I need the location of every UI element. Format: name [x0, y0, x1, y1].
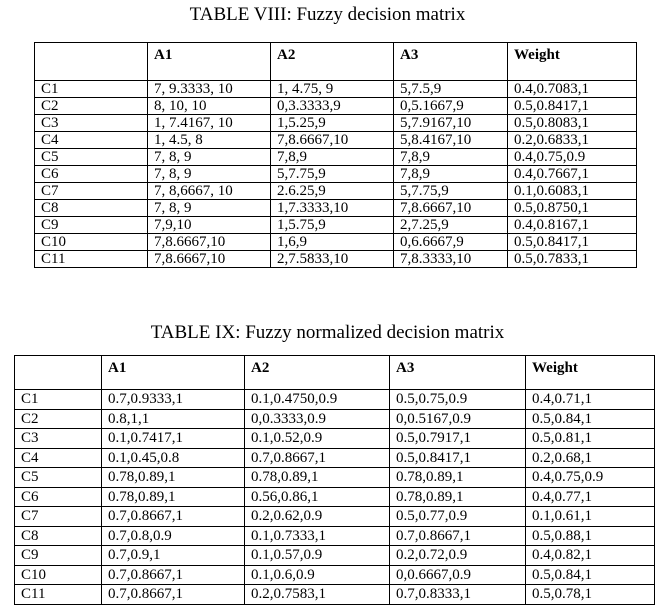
value-cell: 0.2,0.62,0.9: [245, 507, 390, 527]
criterion-label-cell: C8: [15, 526, 102, 546]
value-cell: 7, 8,6667, 10: [148, 183, 271, 200]
criterion-label-cell: C5: [15, 468, 102, 488]
value-cell: 2,7.25,9: [394, 217, 508, 234]
table-row: [35, 98, 637, 115]
value-cell: 0.1,0.61,1: [526, 507, 655, 527]
criterion-label-cell: C7: [15, 507, 102, 527]
value-cell: 0.5,0.8417,1: [508, 234, 637, 251]
value-cell: 0.5,0.7833,1: [508, 251, 637, 268]
criterion-label-cell: C2: [15, 409, 102, 429]
value-cell: 0.1,0.4750,0.9: [245, 390, 390, 410]
value-cell: 0.78,0.89,1: [102, 487, 245, 507]
value-cell: 0.5,0.8750,1: [508, 200, 637, 217]
value-cell: 0.5,0.84,1: [526, 409, 655, 429]
header-cell: Weight: [508, 43, 637, 81]
value-cell: 0.8,1,1: [102, 409, 245, 429]
table-row: [15, 507, 655, 527]
value-cell: 0.4,0.7667,1: [508, 166, 637, 183]
value-cell: 0.7,0.9,1: [102, 546, 245, 566]
header-cell: A2: [271, 43, 394, 81]
table-row: [35, 132, 637, 149]
value-cell: 0.4,0.71,1: [526, 390, 655, 410]
value-cell: 7,8,9: [394, 149, 508, 166]
criterion-label-cell: C11: [15, 585, 102, 605]
value-cell: 0.1,0.52,0.9: [245, 429, 390, 449]
value-cell: 0.7,0.8,0.9: [102, 526, 245, 546]
value-cell: 0.5,0.88,1: [526, 526, 655, 546]
value-cell: 0.5,0.8083,1: [508, 115, 637, 132]
table-row: [35, 81, 637, 98]
value-cell: 0.78,0.89,1: [390, 468, 526, 488]
value-cell: 0,5.1667,9: [394, 98, 508, 115]
header-cell: A3: [394, 43, 508, 81]
value-cell: 0.5,0.77,0.9: [390, 507, 526, 527]
value-cell: 0,6.6667,9: [394, 234, 508, 251]
value-cell: 7,8.6667,10: [271, 132, 394, 149]
value-cell: 0.1,0.6,0.9: [245, 565, 390, 585]
value-cell: 7,8.6667,10: [394, 200, 508, 217]
value-cell: 0.5,0.81,1: [526, 429, 655, 449]
table-row: [35, 166, 637, 183]
value-cell: 7,9,10: [148, 217, 271, 234]
value-cell: 7, 8, 9: [148, 200, 271, 217]
value-cell: 7, 8, 9: [148, 149, 271, 166]
criterion-label-cell: C7: [35, 183, 148, 200]
table-row: [15, 565, 655, 585]
header-cell: A3: [390, 356, 526, 390]
table-row: [35, 115, 637, 132]
value-cell: 0.78,0.89,1: [390, 487, 526, 507]
value-cell: 0.5,0.8417,1: [390, 448, 526, 468]
value-cell: 0.7,0.8667,1: [102, 565, 245, 585]
criterion-label-cell: C4: [15, 448, 102, 468]
value-cell: 0,0.5167,0.9: [390, 409, 526, 429]
table-row: [35, 251, 637, 268]
value-cell: 0.1,0.6083,1: [508, 183, 637, 200]
table-row: [15, 585, 655, 605]
value-cell: 1,5.75,9: [271, 217, 394, 234]
value-cell: 7,8.3333,10: [394, 251, 508, 268]
value-cell: 0.78,0.89,1: [245, 468, 390, 488]
value-cell: 0.1,0.7333,1: [245, 526, 390, 546]
value-cell: 0.78,0.89,1: [102, 468, 245, 488]
value-cell: 5,7.75,9: [394, 183, 508, 200]
table-row: [35, 234, 637, 251]
criterion-label-cell: C8: [35, 200, 148, 217]
criterion-label-cell: C4: [35, 132, 148, 149]
value-cell: 7,8,9: [394, 166, 508, 183]
value-cell: 0.5,0.78,1: [526, 585, 655, 605]
value-cell: 2.6.25,9: [271, 183, 394, 200]
value-cell: 7,8.6667,10: [148, 234, 271, 251]
header-cell: Weight: [526, 356, 655, 390]
value-cell: 0.5,0.75,0.9: [390, 390, 526, 410]
header-cell-empty: [35, 43, 148, 81]
value-cell: 0.7,0.8333,1: [390, 585, 526, 605]
value-cell: 0.2,0.6833,1: [508, 132, 637, 149]
table-row: [35, 183, 637, 200]
table-row: [15, 429, 655, 449]
value-cell: 1, 4.5, 8: [148, 132, 271, 149]
criterion-label-cell: C6: [35, 166, 148, 183]
table-row: [15, 487, 655, 507]
value-cell: 0.4,0.75,0.9: [508, 149, 637, 166]
value-cell: 0,3.3333,9: [271, 98, 394, 115]
table-row: [15, 468, 655, 488]
criterion-label-cell: C3: [15, 429, 102, 449]
table8-caption: TABLE VIII: Fuzzy decision matrix: [189, 4, 466, 25]
table-row: [15, 390, 655, 410]
value-cell: 0.5,0.84,1: [526, 565, 655, 585]
table-row: [15, 546, 655, 566]
criterion-label-cell: C1: [15, 390, 102, 410]
table-row: [35, 149, 637, 166]
value-cell: 0.7,0.8667,1: [245, 448, 390, 468]
value-cell: 8, 10, 10: [148, 98, 271, 115]
table-row: [35, 200, 637, 217]
header-cell: A1: [102, 356, 245, 390]
table-row: [15, 409, 655, 429]
value-cell: 0.2,0.72,0.9: [390, 546, 526, 566]
table-row: [15, 526, 655, 546]
value-cell: 5,7.75,9: [271, 166, 394, 183]
value-cell: 0.1,0.45,0.8: [102, 448, 245, 468]
fuzzy-decision-matrix-table: [34, 42, 637, 268]
value-cell: 0.1,0.57,0.9: [245, 546, 390, 566]
value-cell: 0.5,0.7917,1: [390, 429, 526, 449]
value-cell: 0.4,0.77,1: [526, 487, 655, 507]
value-cell: 1,7.3333,10: [271, 200, 394, 217]
table-header-row: [15, 356, 655, 390]
table-row: [15, 448, 655, 468]
criterion-label-cell: C3: [35, 115, 148, 132]
criterion-label-cell: C5: [35, 149, 148, 166]
value-cell: 1,5.25,9: [271, 115, 394, 132]
value-cell: 0.56,0.86,1: [245, 487, 390, 507]
criterion-label-cell: C6: [15, 487, 102, 507]
value-cell: 0.7,0.8667,1: [102, 585, 245, 605]
fuzzy-normalized-decision-matrix-table: [14, 355, 655, 605]
header-cell: A2: [245, 356, 390, 390]
criterion-label-cell: C10: [15, 565, 102, 585]
value-cell: 5,8.4167,10: [394, 132, 508, 149]
criterion-label-cell: C1: [35, 81, 148, 98]
value-cell: 0.7,0.9333,1: [102, 390, 245, 410]
value-cell: 5,7.9167,10: [394, 115, 508, 132]
value-cell: 2,7.5833,10: [271, 251, 394, 268]
value-cell: 7,8.6667,10: [148, 251, 271, 268]
value-cell: 0.7,0.8667,1: [390, 526, 526, 546]
criterion-label-cell: C9: [35, 217, 148, 234]
value-cell: 7, 9.3333, 10: [148, 81, 271, 98]
criterion-label-cell: C11: [35, 251, 148, 268]
value-cell: 0,0.6667,0.9: [390, 565, 526, 585]
table-row: [35, 217, 637, 234]
value-cell: 0.2,0.68,1: [526, 448, 655, 468]
value-cell: 1, 4.75, 9: [271, 81, 394, 98]
value-cell: 0,0.3333,0.9: [245, 409, 390, 429]
value-cell: 0.4,0.82,1: [526, 546, 655, 566]
value-cell: 0.5,0.8417,1: [508, 98, 637, 115]
value-cell: 0.4,0.8167,1: [508, 217, 637, 234]
criterion-label-cell: C10: [35, 234, 148, 251]
criterion-label-cell: C2: [35, 98, 148, 115]
criterion-label-cell: C9: [15, 546, 102, 566]
value-cell: 0.7,0.8667,1: [102, 507, 245, 527]
value-cell: 7, 8, 9: [148, 166, 271, 183]
value-cell: 0.1,0.7417,1: [102, 429, 245, 449]
value-cell: 0.4,0.75,0.9: [526, 468, 655, 488]
value-cell: 1, 7.4167, 10: [148, 115, 271, 132]
value-cell: 1,6,9: [271, 234, 394, 251]
value-cell: 7,8,9: [271, 149, 394, 166]
value-cell: 0.4,0.7083,1: [508, 81, 637, 98]
value-cell: 5,7.5,9: [394, 81, 508, 98]
header-cell: A1: [148, 43, 271, 81]
table-header-row: [35, 43, 637, 81]
header-cell-empty: [15, 356, 102, 390]
table9-caption: TABLE IX: Fuzzy normalized decision matrix: [150, 322, 505, 343]
value-cell: 0.2,0.7583,1: [245, 585, 390, 605]
